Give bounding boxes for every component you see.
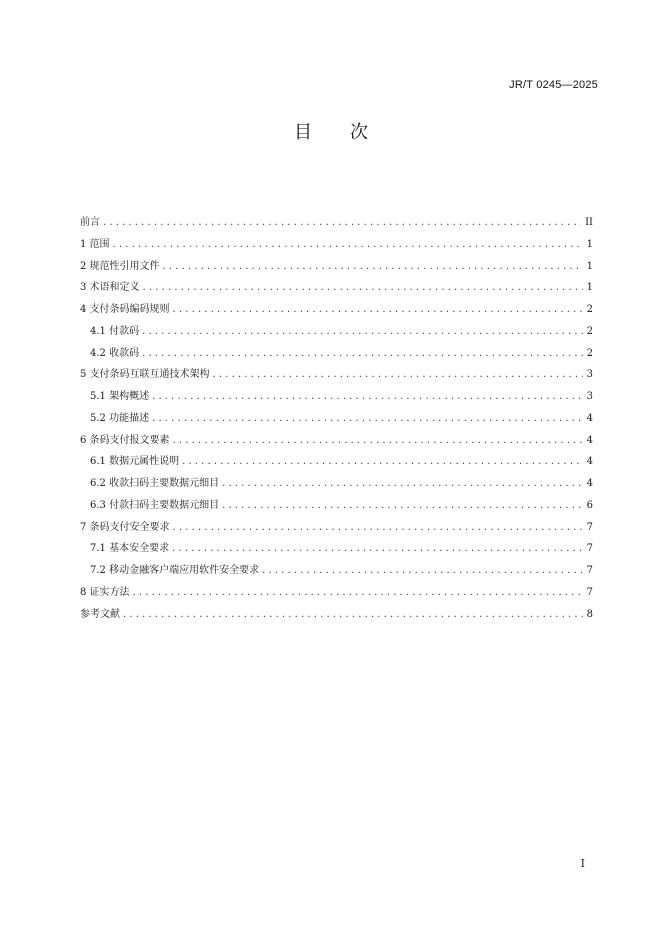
toc-dot-leader [262, 560, 583, 582]
toc-entry[interactable] [80, 430, 593, 452]
toc-dot-leader [173, 517, 583, 539]
toc-entry[interactable] [80, 321, 593, 343]
toc-entry[interactable] [80, 473, 593, 495]
toc-entry[interactable] [80, 560, 593, 582]
toc-dot-leader [143, 277, 583, 299]
toc-dot-leader [142, 343, 583, 365]
page-number: I [580, 857, 585, 870]
toc-entry-label: 4.2 收款码 [90, 347, 140, 359]
toc-entry-page: 2 [586, 347, 593, 359]
toc-dot-leader [142, 321, 583, 343]
toc-entry-label: 5 支付条码互联互通技术架构 [80, 369, 210, 381]
toc-entry-page: 4 [586, 412, 593, 424]
toc-entry-label: 4.1 付款码 [90, 325, 140, 337]
toc-entry-label: 6.3 付款扫码主要数据元细目 [90, 499, 220, 511]
toc-entry-page: 7 [586, 586, 593, 598]
toc-dot-leader [222, 495, 583, 517]
toc-entry[interactable] [80, 364, 593, 386]
toc-dot-leader [163, 256, 583, 278]
toc-entry-page: 3 [586, 391, 593, 402]
toc-entry-label: 1 范围 [80, 238, 110, 250]
toc-dot-leader [123, 604, 583, 626]
toc-dot-leader [152, 386, 583, 408]
toc-entry-page: 1 [586, 238, 593, 250]
toc-entry[interactable] [80, 582, 593, 604]
toc-entry-page: 7 [586, 543, 593, 555]
toc-dot-leader [173, 430, 583, 452]
document-code: JR/T 0245—2025 [509, 79, 598, 91]
toc-dot-leader [152, 408, 583, 430]
toc-entry-page: 7 [586, 521, 593, 533]
toc-dot-leader [213, 364, 583, 386]
toc-entry-page: 4 [586, 434, 593, 446]
toc-entry-label: 5.1 架构概述 [90, 391, 150, 402]
page-title: 目次 [294, 122, 406, 143]
toc-entry-page: 4 [586, 456, 593, 468]
toc-entry-page: II [585, 217, 593, 228]
toc-entry-label: 7 条码支付安全要求 [80, 521, 170, 533]
toc-dot-leader [222, 473, 583, 495]
toc-entry[interactable] [80, 277, 593, 299]
table-of-contents [80, 212, 593, 625]
toc-entry[interactable] [80, 408, 593, 430]
toc-dot-leader [173, 299, 583, 321]
toc-entry[interactable] [80, 538, 593, 560]
toc-entry-label: 5.2 功能描述 [90, 412, 150, 424]
toc-entry-page: 8 [586, 608, 593, 620]
toc-entry-page: 2 [586, 304, 593, 315]
toc-entry[interactable] [80, 299, 593, 321]
toc-entry[interactable] [80, 343, 593, 365]
toc-dot-leader [172, 538, 583, 560]
toc-entry[interactable] [80, 451, 593, 473]
toc-entry-page: 4 [586, 478, 593, 489]
toc-entry-page: 1 [586, 260, 593, 272]
toc-entry-label: 6.1 数据元属性说明 [90, 456, 180, 468]
toc-entry-page: 2 [586, 325, 593, 337]
toc-entry[interactable] [80, 212, 593, 234]
toc-entry[interactable] [80, 234, 593, 256]
toc-entry[interactable] [80, 495, 593, 517]
toc-entry-label: 4 支付条码编码规则 [80, 304, 170, 315]
toc-entry[interactable] [80, 604, 593, 626]
toc-entry-label: 7.2 移动金融客户端应用软件安全要求 [90, 565, 260, 576]
toc-entry-label: 3 术语和定义 [80, 282, 140, 294]
toc-entry-label: 6 条码支付报文要素 [80, 434, 170, 446]
toc-entry-page: 7 [586, 565, 593, 576]
toc-entry-page: 6 [586, 499, 593, 511]
toc-entry[interactable] [80, 517, 593, 539]
toc-entry-label: 8 证实方法 [80, 586, 130, 598]
toc-entry-label: 前言 [80, 217, 100, 228]
toc-entry[interactable] [80, 256, 593, 278]
toc-dot-leader [103, 212, 581, 234]
toc-dot-leader [182, 451, 583, 473]
toc-entry-page: 1 [586, 282, 593, 294]
toc-entry-label: 7.1 基本安全要求 [90, 543, 170, 555]
toc-entry-page: 3 [586, 369, 593, 381]
toc-entry-label: 参考文献 [80, 608, 120, 620]
toc-entry[interactable] [80, 386, 593, 408]
toc-entry-label: 2 规范性引用文件 [80, 260, 160, 272]
toc-entry-label: 6.2 收款扫码主要数据元细目 [90, 478, 220, 489]
toc-dot-leader [113, 234, 583, 256]
toc-dot-leader [133, 582, 583, 604]
